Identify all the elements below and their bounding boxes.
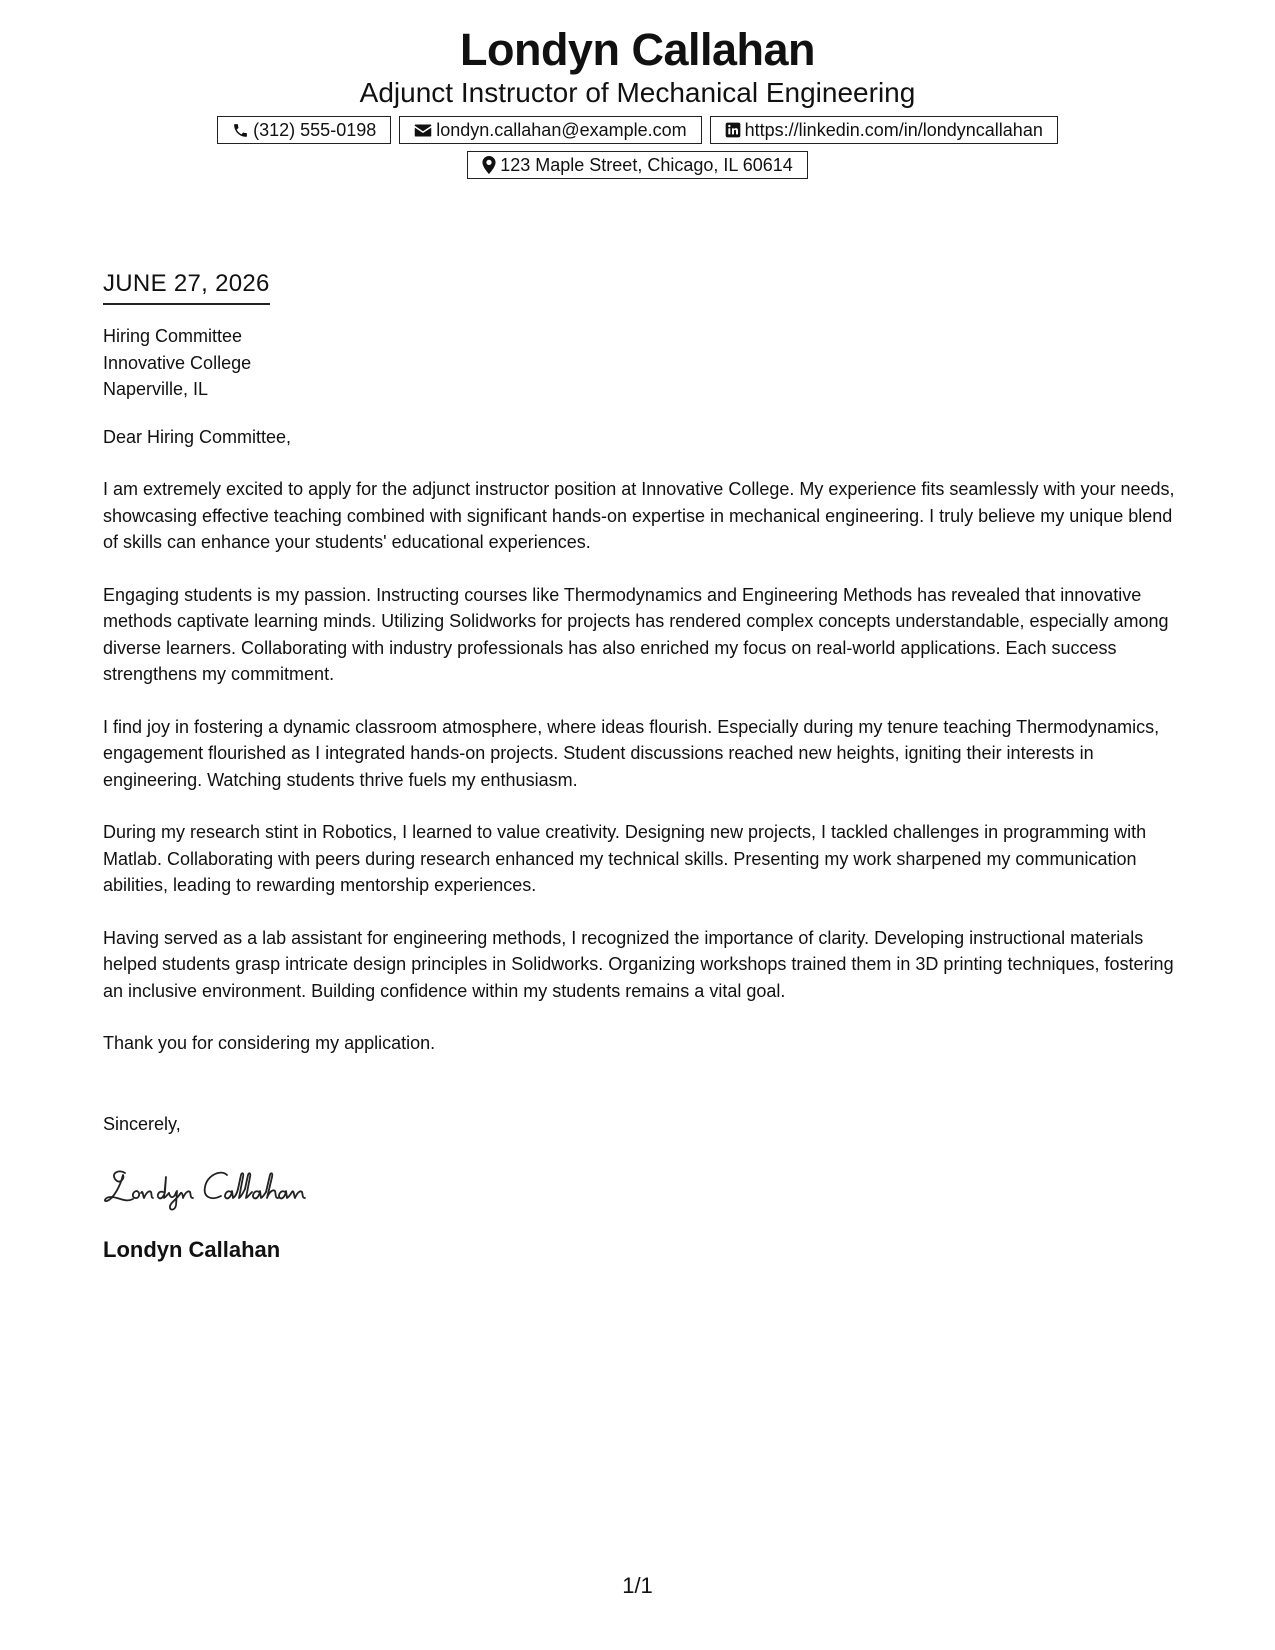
recipient-line: Naperville, IL: [103, 379, 209, 399]
letter-body: [103, 268, 1183, 1265]
contact-phone[interactable]: [217, 116, 391, 144]
linkedin-icon: [725, 122, 741, 138]
closing-salutation: Sincerely,: [103, 1113, 181, 1134]
salutation: Dear Hiring Committee,: [103, 426, 292, 447]
contact-email-text: londyn.callahan@example.com: [436, 120, 687, 140]
contact-address-text: 123 Maple Street, Chicago, IL 60614: [500, 155, 793, 175]
contact-row-secondary: [0, 151, 1275, 179]
body-paragraph: During my research stint in Robotics, I learned to value creativity. Designing new projects, I tackled challenges in programming with Matlab. Collaborating with peers during research enhanced my technical skills. Presenting my work sharpened my communication abilities, leading to rewarding mentorship experiences.: [103, 822, 1147, 895]
contact-linkedin-text: https://linkedin.com/in/londyncallahan: [744, 120, 1043, 140]
recipient-line: Hiring Committee: [103, 326, 243, 346]
contact-phone-text: (312) 555-0198: [253, 120, 377, 140]
body-paragraph: Engaging students is my passion. Instructing courses like Thermodynamics and Engineering Methods has revealed that innovative methods captivate learning minds. Utilizing Solidworks for projects has rendered complex concepts understandable, especially among diverse learners. Collaborating with industry professionals has also enriched my focus on real-world applications. Each success strengthens my commitment.: [103, 584, 1169, 684]
recipient-line: Innovative College: [103, 352, 252, 373]
contact-linkedin[interactable]: [710, 116, 1058, 144]
letter-header: [0, 22, 1275, 179]
closing-thanks: Thank you for considering my application.: [103, 1033, 436, 1053]
body-paragraph: Having served as a lab assistant for engineering methods, I recognized the importance of clarity. Developing instructional materials helped students grasp intricate design principles in Solidworks. Organizing workshops trained them in 3D printing techniques, fostering an inclusive environment. Building confidence within my students remains a vital goal.: [103, 927, 1174, 1001]
letter-date: JUNE 27, 2026: [103, 268, 270, 305]
applicant-title: Adjunct Instructor of Mechanical Engineering: [359, 77, 916, 108]
recipient-block: [103, 323, 1183, 403]
body-paragraph: I am extremely excited to apply for the adjunct instructor position at Innovative College. My experience fits seamlessly with your needs, showcasing effective teaching combined with significant hands-on expertise in mechanical engineering. I truly believe my unique blend of skills can enhance your students' educational experiences.: [103, 479, 1175, 552]
contact-email[interactable]: [399, 116, 701, 144]
contact-address: [467, 151, 808, 179]
body-paragraph: I find joy in fostering a dynamic classroom atmosphere, where ideas flourish. Especially during my tenure teaching Thermodynamics, engagement flourished as I integrated hands-on projects. Student discussions reached new heights, igniting their interests in engineering. Watching students thrive fuels my enthusiasm.: [103, 716, 1160, 790]
envelope-icon: [414, 123, 432, 138]
applicant-name: Londyn Callahan: [459, 24, 816, 75]
map-marker-icon: [482, 156, 496, 174]
signature-image: [103, 1159, 363, 1219]
page-number: 1/1: [622, 1573, 653, 1598]
contact-row-primary: [0, 116, 1275, 144]
phone-icon: [232, 122, 249, 139]
handwritten-signature: [103, 1159, 1183, 1219]
signer-name: Londyn Callahan: [103, 1237, 281, 1262]
